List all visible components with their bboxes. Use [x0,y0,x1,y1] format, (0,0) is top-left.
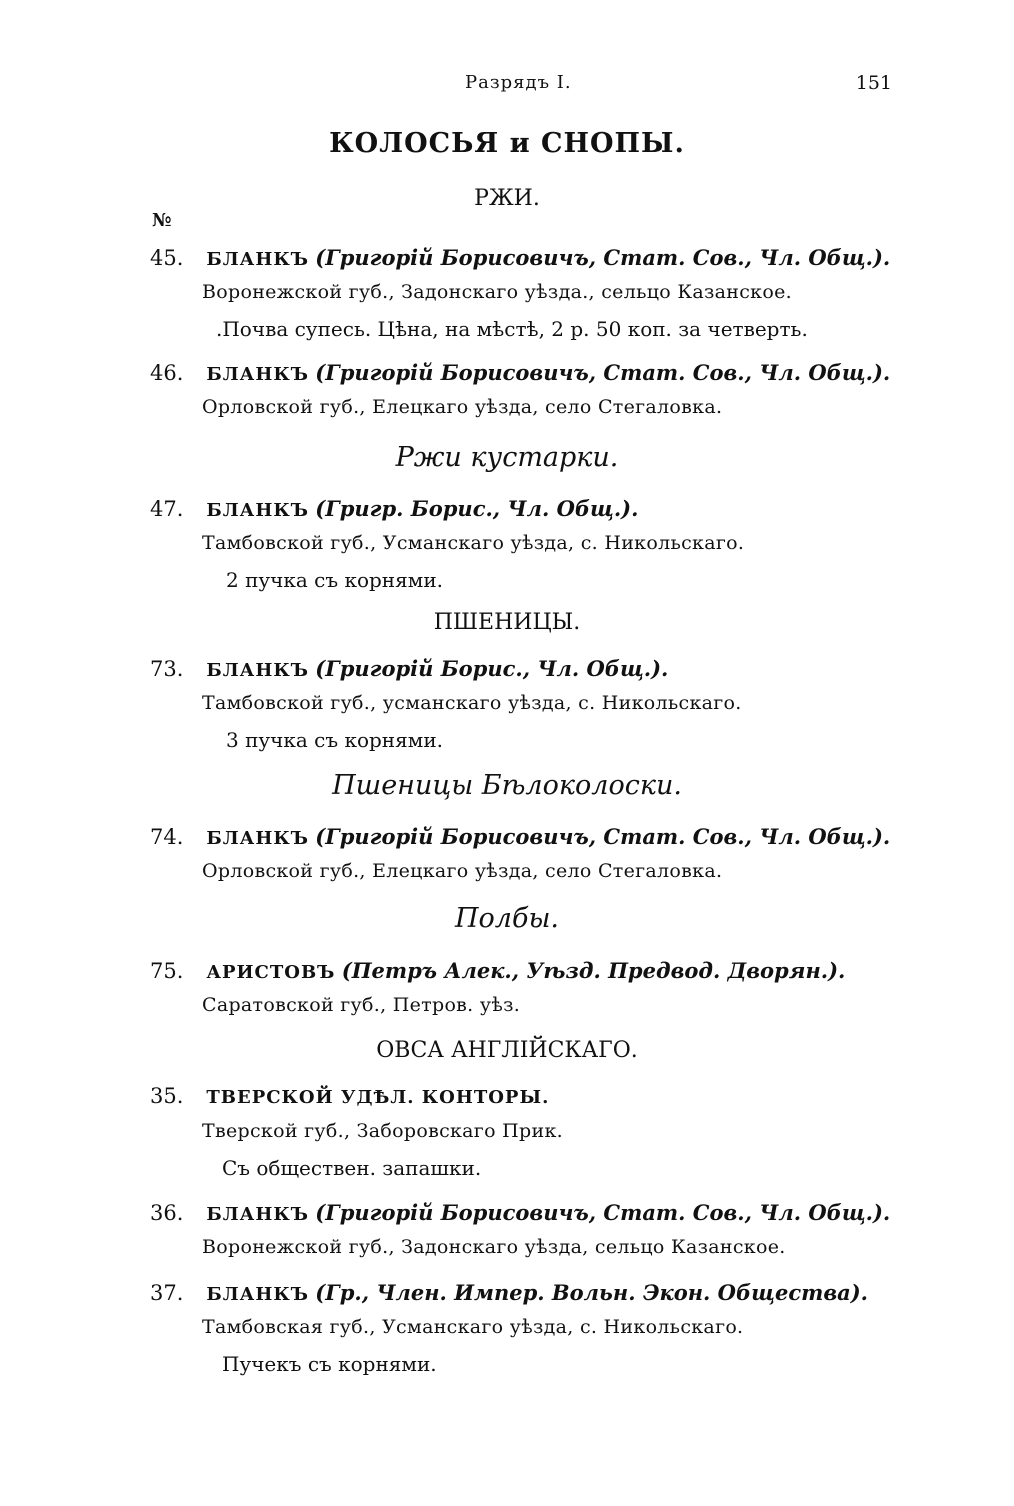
entry-header-line [150,1280,868,1305]
entry-note: .Почва супесь. Цѣна, на мѣстѣ, 2 р. 50 коп. за четверть. [216,317,808,341]
entry-place: Тамбовской губ., усманскаго уѣзда, с. Никольскаго. [202,692,742,714]
entry-place: Тамбовская губ., Усманскаго уѣзда, с. Никольскаго. [202,1316,744,1338]
entry-place: Орловской губ., Елецкаго уѣзда, село Стегаловка. [202,396,723,418]
entry-number: 73. [150,657,184,681]
entry-note: 2 пучка съ корнями. [226,568,444,592]
entry-header-line [150,1200,890,1225]
section-heading-spelt: Полбы. [454,903,560,934]
exhibitor-name: БЛАНКЪ [206,1284,309,1305]
exhibitor-name: БЛАНКЪ [206,1204,309,1225]
exhibitor-title: (Григорій Борисовичъ, Стат. Сов., Чл. Общ.). [315,1200,891,1225]
running-head [0,72,1014,102]
exhibitor-name: АРИСТОВЪ [206,962,336,983]
entry-place: Саратовской губ., Петров. уѣз. [202,994,521,1016]
entry-note: 3 пучка съ корнями. [226,728,444,752]
exhibitor-name: БЛАНКЪ [206,364,309,385]
entry-number: 37. [150,1281,184,1305]
exhibitor-title: (Григорій Борисовичъ, Стат. Сов., Чл. Общ.). [315,824,891,849]
entry-header-line [150,656,668,681]
exhibitor-title: (Григорій Борисовичъ, Стат. Сов., Чл. Общ.). [315,360,891,385]
section-heading-oats: ОВСА АНГЛІЙСКАГО. [376,1038,638,1063]
page-number: 151 [855,72,892,94]
entry-number: 36. [150,1201,184,1225]
exhibitor-title: (Григорій Борисовичъ, Стат. Сов., Чл. Общ.). [315,245,891,270]
entry-number: 75. [150,959,184,983]
entry-note: Съ обществен. запашки. [222,1156,482,1180]
entry-header-line [150,245,890,270]
entry-header-line [150,958,845,983]
entry-number: 47. [150,497,184,521]
exhibitor-title: (Гр., Член. Импер. Вольн. Экон. Общества). [315,1280,868,1305]
entry-header-line [150,824,890,849]
entry-number: 46. [150,361,184,385]
section-heading-wheat-white: Пшеницы Бѣлоколоски. [332,770,682,801]
exhibitor-name: ТВЕРСКОЙ УДѢЛ. КОНТОРЫ. [206,1087,550,1108]
entry-header-line [150,1084,549,1108]
entry-note: Пучекъ съ корнями. [222,1352,437,1376]
entry-header-line [150,496,638,521]
section-label: Разрядъ I. [465,72,572,93]
exhibitor-title: (Григорій Борис., Чл. Общ.). [315,656,669,681]
entry-header-line [150,360,890,385]
entry-place: Воронежской губ., Задонскаго уѣзда., сельцо Казанское. [202,281,792,303]
exhibitor-name: БЛАНКЪ [206,828,309,849]
entry-place: Тверской губ., Заборовскаго Прик. [202,1120,563,1142]
page-title: КОЛОСЬЯ и СНОПЫ. [329,128,685,159]
entry-number: 74. [150,825,184,849]
entry-number: 45. [150,246,184,270]
exhibitor-title: (Григр. Борис., Чл. Общ.). [315,496,639,521]
section-heading-wheat: ПШЕНИЦЫ. [433,610,581,635]
number-sign: № [152,210,172,231]
entry-place: Орловской губ., Елецкаго уѣзда, село Стегаловка. [202,860,723,882]
entry-number: 35. [150,1084,184,1108]
exhibitor-title: (Петръ Алек., Уѣзд. Предвод. Дворян.). [341,958,846,983]
section-heading-rye-bush: Ржи кустарки. [395,442,619,473]
entry-place: Тамбовской губ., Усманскаго уѣзда, с. Никольскаго. [202,532,745,554]
exhibitor-name: БЛАНКЪ [206,249,309,270]
entry-place: Воронежской губ., Задонскаго уѣзда, сельцо Казанское. [202,1236,786,1258]
section-heading-rye: РЖИ. [474,186,540,211]
exhibitor-name: БЛАНКЪ [206,500,309,521]
exhibitor-name: БЛАНКЪ [206,660,309,681]
